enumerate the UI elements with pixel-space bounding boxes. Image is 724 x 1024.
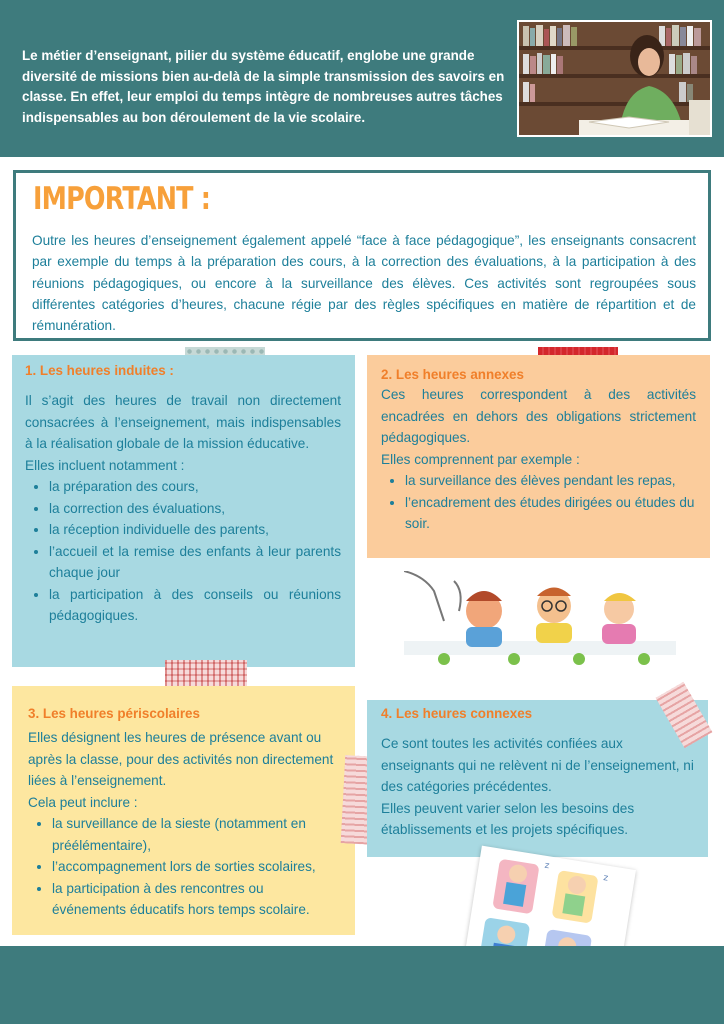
card-title: 2. Les heures annexes bbox=[381, 367, 524, 382]
card-intro: Elles désignent les heures de présence avant ou après la classe, pour des activités non directement liées à l’enseignement. bbox=[28, 730, 334, 788]
important-title: IMPORTANT : bbox=[33, 181, 211, 217]
kids-eating-illustration bbox=[404, 571, 676, 670]
card-list bbox=[381, 470, 696, 535]
card-title: 4. Les heures connexes bbox=[381, 706, 533, 721]
svg-text:z: z bbox=[543, 860, 551, 872]
card-lead: Cela peut inclure : bbox=[28, 794, 138, 810]
list-item: • la préparation des cours, bbox=[49, 476, 341, 498]
footer-band bbox=[0, 946, 724, 1024]
washi-tape-decoration bbox=[165, 660, 247, 688]
card-list bbox=[25, 476, 341, 627]
list-item: • la surveillance de la sieste (notamment en préélémentaire), bbox=[52, 813, 341, 856]
list-item: • l’encadrement des études dirigées ou études du soir. bbox=[405, 492, 696, 535]
card-heures-periscolaires bbox=[12, 686, 355, 935]
list-item: • la surveillance des élèves pendant les repas, bbox=[405, 470, 696, 492]
intro-text: Le métier d’enseignant, pilier du système éducatif, englobe une grande diversité de missions bien au-delà de la simple transmission des savoirs en classe. En effet, leur emploi du temps intègre de nombreuses autres tâches indispensables au bon déroulement de la vie scolaire. bbox=[22, 48, 505, 125]
card-heures-connexes bbox=[367, 700, 708, 857]
list-item: • la correction des évaluations, bbox=[49, 498, 341, 520]
card-heures-induites bbox=[12, 355, 355, 667]
teacher-photo bbox=[517, 20, 712, 137]
teacher-reading-illustration bbox=[519, 22, 710, 135]
header-band bbox=[0, 0, 724, 157]
important-body: Outre les heures d’enseignement également appelé “face à face pédagogique”, les enseignants consacrent par exemple du temps à la préparation des cours, à la correction des évaluations, à la participation à des réunions pédagogiques, ou encore à la surveillance des élèves. Ces activités sont regroupées sous différentes catégories d’heures, chacune régie par des règles spécifiques en matière de répartition et de rémunération. bbox=[32, 233, 696, 334]
svg-text:z: z bbox=[602, 873, 609, 884]
important-box bbox=[13, 170, 711, 341]
card-intro: Ce sont toutes les activités confiées aux enseignants qui ne relèvent ni de l’enseignement, ni des catégories précédentes. bbox=[381, 736, 694, 794]
card-intro: Il s’agit des heures de travail non directement consacrées à l’enseignement, mais indispensables à la réalisation globale de la mission éducative. bbox=[25, 393, 341, 451]
card-list bbox=[28, 813, 341, 921]
card-lead: Elles incluent notamment : bbox=[25, 457, 185, 473]
list-item: • la participation à des rencontres ou événements éducatifs hors temps scolaire. bbox=[52, 878, 341, 921]
card-title: 1. Les heures induites : bbox=[25, 363, 174, 378]
list-item: • la réception individuelle des parents, bbox=[49, 519, 341, 541]
list-item: • la participation à des conseils ou réunions pédagogiques. bbox=[49, 584, 341, 627]
card-heures-annexes bbox=[367, 355, 710, 558]
card-lead: Elles comprennent par exemple : bbox=[381, 451, 580, 467]
list-item: • l’accompagnement lors de sorties scolaires, bbox=[52, 856, 341, 878]
card-intro: Ces heures correspondent à des activités encadrées en dehors des obligations strictement pédagogiques. bbox=[381, 387, 696, 445]
card-title: 3. Les heures périscolaires bbox=[28, 706, 200, 721]
card-lead: Elles peuvent varier selon les besoins des établissements et les projets spécifiques. bbox=[381, 800, 635, 837]
list-item: • l’accueil et la remise des enfants à leur parents chaque jour bbox=[49, 541, 341, 584]
